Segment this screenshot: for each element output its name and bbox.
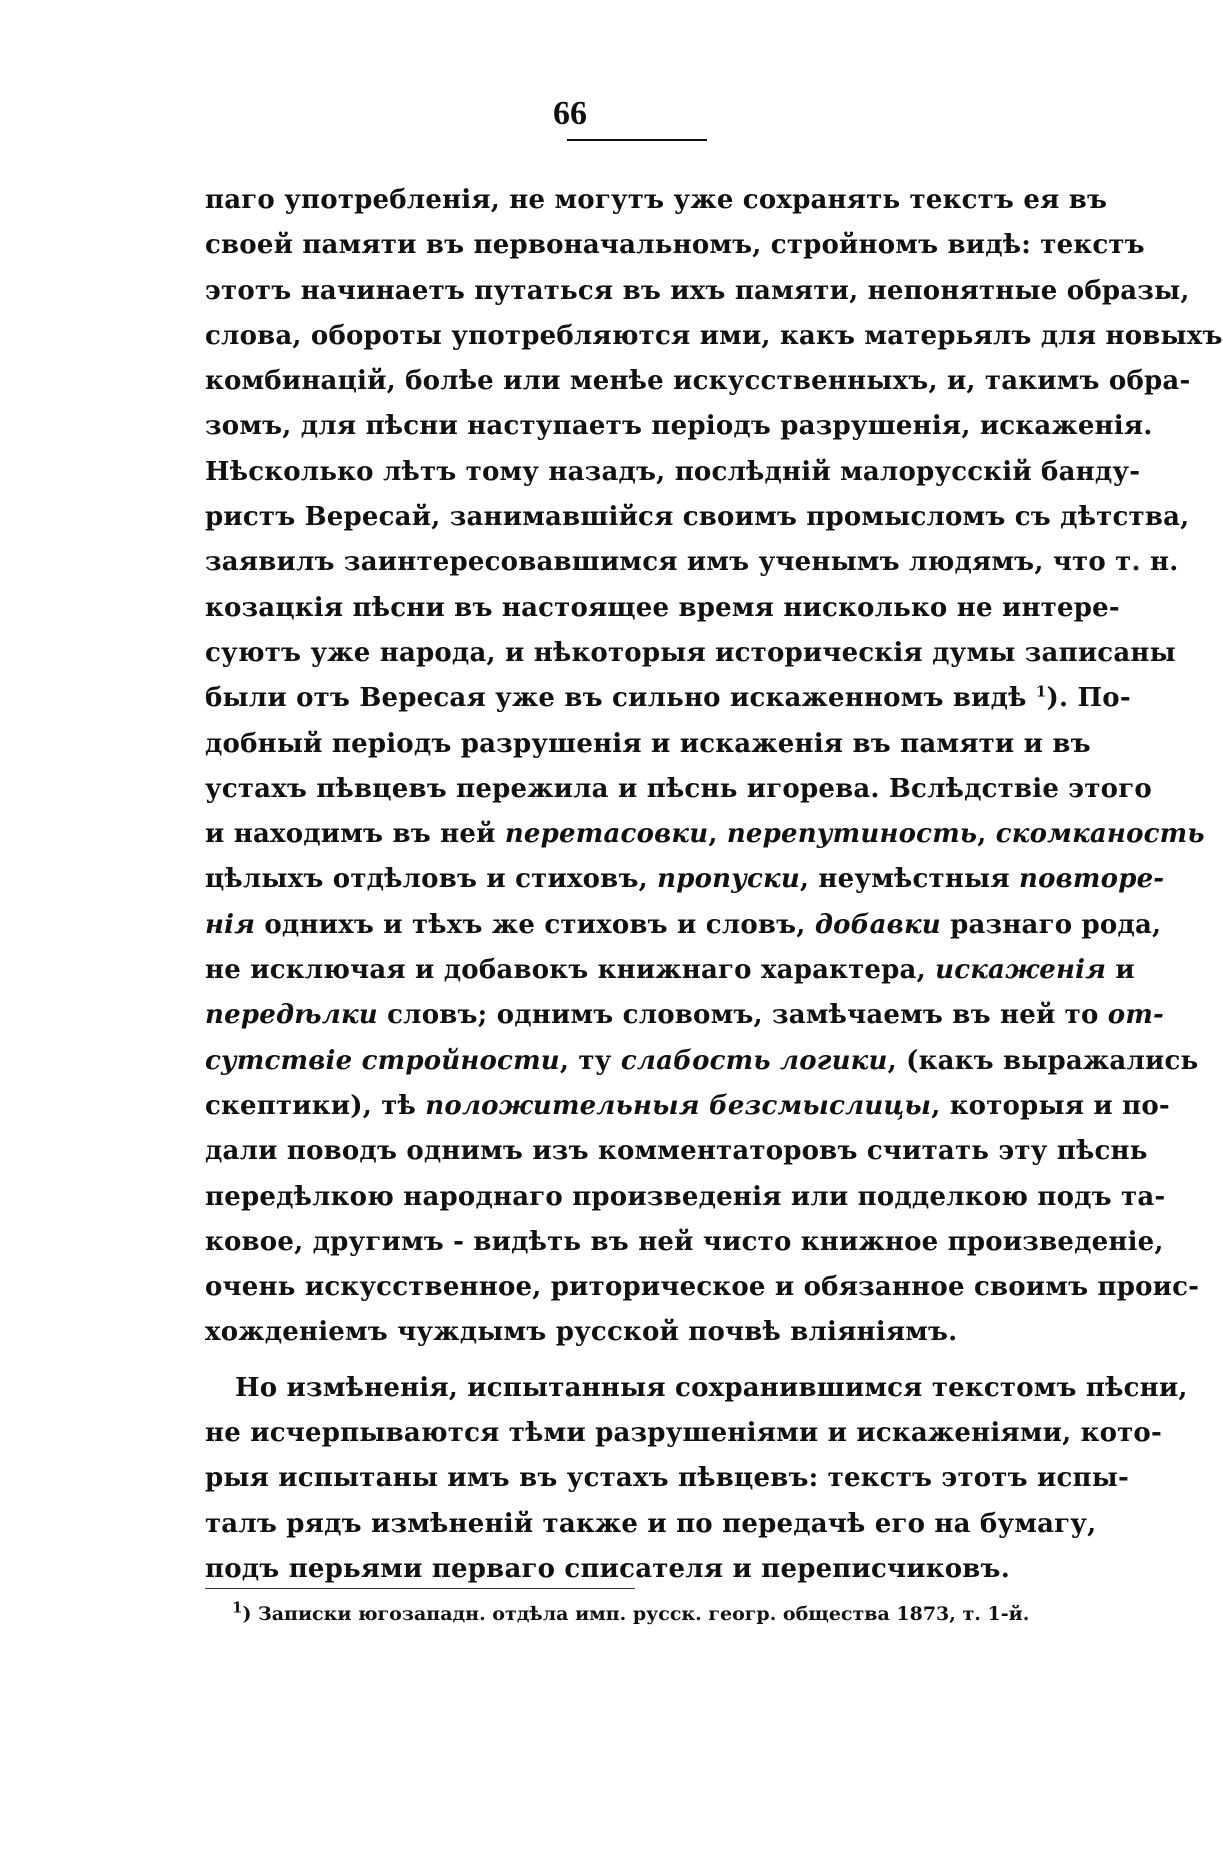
text-line: передѣлкою народнаго произведенія или подделкою подъ та- xyxy=(205,1181,1166,1212)
text-line: дали поводъ однимъ изъ комментаторовъ считать эту пѣснь xyxy=(205,1136,1148,1167)
italic-term: от- xyxy=(1107,1000,1165,1031)
text-line: своей памяти въ первоначальномъ, стройномъ видѣ: текстъ xyxy=(205,230,1145,261)
text-line xyxy=(205,676,1131,721)
footnote xyxy=(232,1600,1032,1628)
text-segment: скептики), тѣ xyxy=(205,1090,426,1121)
text-segment: были отъ Вересая уже въ сильно искаженномъ видѣ xyxy=(205,683,1036,714)
text-line: козацкія пѣсни въ настоящее время нисколько не интере- xyxy=(205,592,1120,623)
page-number-rule xyxy=(567,139,707,141)
text-line: комбинацій, болѣе или менѣе искусственныхъ, и, такимъ обра- xyxy=(205,366,1191,397)
text-line: очень искусственное, риторическое и обязанное своимъ проис- xyxy=(205,1272,1200,1303)
text-line: паго употребленія, не могутъ уже сохранять текстъ ея въ xyxy=(205,185,1108,215)
text-line: заявилъ заинтересовавшимся имъ ученымъ людямъ, что т. н. xyxy=(205,547,1179,578)
text-line: Но измѣненія, испытанныя сохранившимся текстомъ пѣсни, xyxy=(235,1372,1188,1403)
text-segment: и xyxy=(1106,955,1135,986)
text-line: хожденіемъ чуждымъ русской почвѣ вліяніямъ. xyxy=(205,1317,958,1348)
text-line: Нѣсколько лѣтъ тому назадъ, послѣдній малорусскій банду- xyxy=(205,456,1141,487)
italic-term: добавки xyxy=(814,909,941,940)
footnote-rule xyxy=(205,1588,635,1589)
text-line: этотъ начинаетъ путаться въ ихъ памяти, непонятные образы, xyxy=(205,275,1190,306)
text-line xyxy=(205,993,1165,1038)
text-line: ристъ Вересай, занимавшійся своимъ промысломъ съ дѣтства, xyxy=(205,502,1190,533)
italic-term: повторе- xyxy=(1019,864,1165,895)
italic-term: перепутиность xyxy=(726,819,978,850)
italic-term: перетасовки xyxy=(504,819,709,850)
footnote-marker: 1 xyxy=(232,1598,243,1617)
text-segment: , ту xyxy=(559,1045,621,1076)
text-segment: разнаго рода, xyxy=(940,909,1162,940)
text-segment: ). По- xyxy=(1046,683,1131,714)
italic-term: слабость логики xyxy=(620,1045,888,1076)
text-line: рыя испытаны имъ въ устахъ пѣвцевъ: текстъ этотъ испы- xyxy=(205,1463,1130,1494)
text-segment: однихъ и тѣхъ же стиховъ и словъ, xyxy=(255,909,815,940)
italic-term: скомканость xyxy=(995,819,1205,850)
text-line: устахъ пѣвцевъ пережила и пѣснь игорева. Вслѣдствіе этого xyxy=(205,773,1152,804)
text-line: ковое, другимъ - видѣть въ ней чисто книжное произведеніе, xyxy=(205,1226,1164,1257)
text-line xyxy=(205,1039,1199,1084)
text-segment: , (какъ выражались xyxy=(887,1045,1199,1076)
text-line: суютъ уже народа, и нѣкоторыя историческія думы записаны xyxy=(205,637,1176,668)
text-line xyxy=(205,903,1162,948)
italic-term: сутствіе стройности xyxy=(205,1045,560,1076)
page-number: 66 xyxy=(553,95,587,132)
text-line: зомъ, для пѣсни наступаетъ періодъ разрушенія, искаженія. xyxy=(205,411,1153,442)
text-segment: цѣлыхъ отдѣловъ и стиховъ, xyxy=(205,864,658,895)
italic-term: передѣлки xyxy=(205,1000,378,1031)
italic-term: искаженія xyxy=(935,955,1107,986)
text-line: талъ рядъ измѣненій также и по передачѣ его на бумагу, xyxy=(205,1508,1097,1539)
paragraph-gap xyxy=(205,1356,1085,1366)
text-line: подъ перьями перваго списателя и переписчиковъ. xyxy=(205,1553,1010,1584)
body-text xyxy=(205,178,1223,1592)
text-segment: словъ; однимъ словомъ, замѣчаемъ въ ней то xyxy=(377,1000,1108,1031)
text-line: слова, обороты употребляются ими, какъ матерьялъ для новыхъ xyxy=(205,320,1223,351)
text-segment: , неумѣстныя xyxy=(799,864,1020,895)
text-segment: и находимъ въ ней xyxy=(205,819,505,850)
italic-term: нія xyxy=(205,909,256,940)
italic-term: пропуски xyxy=(657,864,800,895)
footnote-reference: 1 xyxy=(1035,682,1047,701)
text-line xyxy=(205,948,1135,993)
italic-term: положительныя безсмыслицы xyxy=(425,1090,932,1121)
text-segment: , которыя и по- xyxy=(931,1090,1170,1121)
footnote-text: ) Записки югозападн. отдѣла имп. русск. геогр. общества 1873, т. 1-й. xyxy=(242,1603,1030,1625)
text-line: и находимъ въ ней перетасовки, перепутиность, скомканость xyxy=(205,819,1205,850)
text-line: не исчерпываются тѣми разрушеніями и искаженіями, кото- xyxy=(205,1418,1162,1449)
text-line: добный періодъ разрушенія и искаженія въ памяти и въ xyxy=(205,728,1091,759)
text-line xyxy=(205,1084,1170,1129)
text-line xyxy=(205,857,1165,902)
text-segment: не исключая и добавокъ книжнаго характера, xyxy=(205,955,936,986)
